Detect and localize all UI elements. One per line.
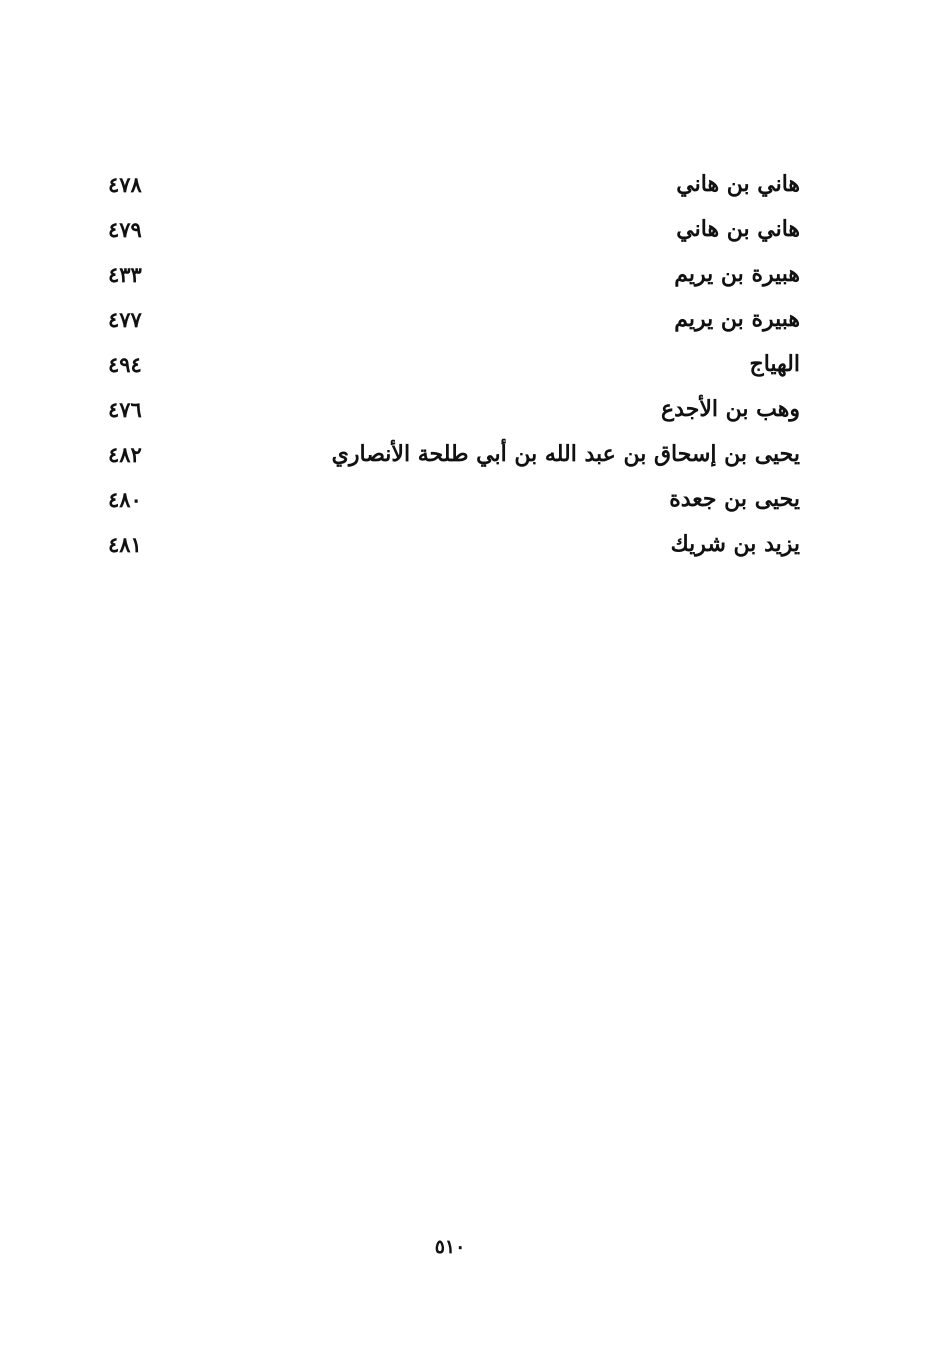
entry-page-number: ٤٣٣ xyxy=(108,262,142,287)
entry-name: يزيد بن شريك xyxy=(670,531,800,557)
entry-page-number: ٤٨١ xyxy=(108,532,142,557)
index-entry xyxy=(100,477,800,522)
entry-name: هاني بن هاني xyxy=(676,216,800,242)
page-number: ٥١٠ xyxy=(434,1236,466,1258)
entry-name: وهب بن الأجدع xyxy=(661,396,800,422)
entry-name: هاني بن هاني xyxy=(676,171,800,197)
index-entry xyxy=(100,207,800,252)
entry-page-number: ٤٩٤ xyxy=(108,352,142,377)
index-entry xyxy=(100,252,800,297)
entry-name: يحيى بن جعدة xyxy=(669,486,800,512)
index-entry xyxy=(100,297,800,342)
index-entry xyxy=(100,162,800,207)
entry-page-number: ٤٧٨ xyxy=(108,172,142,197)
entry-name: يحيى بن إسحاق بن عبد الله بن أبي طلحة الأنصاري xyxy=(331,441,800,467)
entry-name: هبيرة بن يريم xyxy=(674,261,800,287)
index-entry xyxy=(100,432,800,477)
index-entry xyxy=(100,522,800,567)
entry-page-number: ٤٧٦ xyxy=(108,397,142,422)
index-entry xyxy=(100,387,800,432)
entry-page-number: ٤٨٠ xyxy=(108,487,142,512)
entry-page-number: ٤٨٢ xyxy=(108,442,142,467)
index-list xyxy=(100,162,800,567)
entry-page-number: ٤٧٩ xyxy=(108,217,142,242)
entry-page-number: ٤٧٧ xyxy=(108,307,142,332)
entry-name: هبيرة بن يريم xyxy=(674,306,800,332)
index-entry xyxy=(100,342,800,387)
entry-name: الهياج xyxy=(749,351,800,377)
